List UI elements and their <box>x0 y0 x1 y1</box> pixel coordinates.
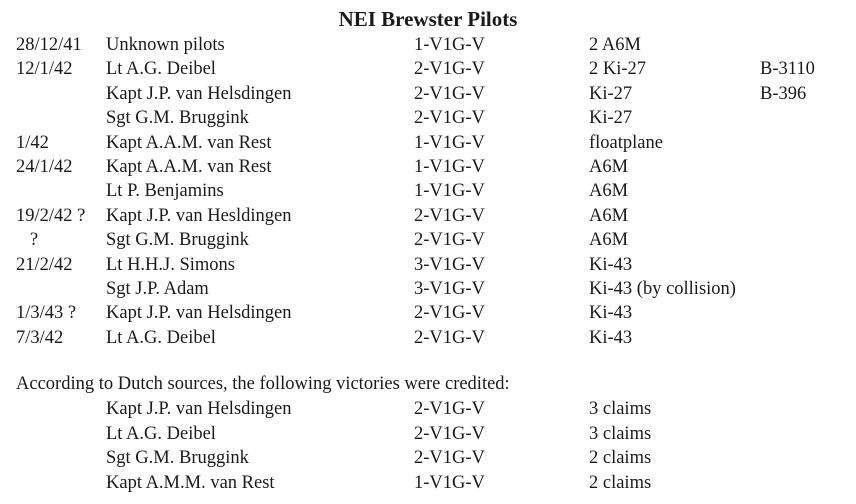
date-cell: 21/2/42 <box>16 254 73 275</box>
unit-cell: 1-V1G-V <box>414 472 485 493</box>
credited-table <box>0 397 856 495</box>
table-row <box>0 57 856 81</box>
unit-cell: 1-V1G-V <box>414 181 485 202</box>
pilot-cell: Kapt A.A.M. van Rest <box>106 156 272 177</box>
credit-note: According to Dutch sources, the following victories were credited: <box>16 374 510 394</box>
table-row <box>0 179 856 203</box>
pilot-cell: Lt A.G. Deibel <box>106 59 216 80</box>
unit-cell: 1-V1G-V <box>414 156 485 177</box>
date-cell: 24/1/42 <box>16 156 73 177</box>
date-cell: ? <box>16 230 39 251</box>
date-cell: 19/2/42 ? <box>16 205 86 226</box>
unit-cell: 2-V1G-V <box>414 83 485 104</box>
claim-cell: A6M <box>589 156 629 177</box>
unit-cell: 2-V1G-V <box>414 448 485 468</box>
date-cell: 12/1/42 <box>16 59 73 80</box>
pilot-cell: Sgt G.M. Bruggink <box>106 448 249 468</box>
pilot-cell: Lt A.G. Deibel <box>106 423 216 444</box>
table-row <box>0 82 856 106</box>
claim-cell: A6M <box>589 205 629 226</box>
pilot-cell: Kapt A.A.M. van Rest <box>106 132 272 153</box>
table-row <box>0 326 856 350</box>
pilot-cell: Kapt J.P. van Helsdingen <box>106 399 292 419</box>
table-row <box>0 106 856 130</box>
pilot-cell: Lt A.G. Deibel <box>106 327 216 348</box>
claim-cell: A6M <box>589 230 629 251</box>
unit-cell: 1-V1G-V <box>414 132 485 153</box>
unit-cell: 2-V1G-V <box>414 399 485 419</box>
claim-cell: Ki-43 (by collision) <box>589 278 736 299</box>
table-row <box>0 155 856 179</box>
claim-cell: A6M <box>589 181 629 202</box>
claim-cell: Ki-43 <box>589 254 633 275</box>
unit-cell: 1-V1G-V <box>414 35 485 55</box>
unit-cell: 2-V1G-V <box>414 327 485 348</box>
unit-cell: 2-V1G-V <box>414 59 485 80</box>
pilot-cell: Unknown pilots <box>106 35 225 55</box>
serial-cell: B-396 <box>760 83 807 104</box>
list-item <box>0 471 856 496</box>
table-row <box>0 301 856 325</box>
pilot-cell: Lt P. Benjamins <box>106 181 224 202</box>
claims-cell: 2 claims <box>589 472 652 493</box>
claims-cell: 3 claims <box>589 423 652 444</box>
table-row <box>0 277 856 301</box>
unit-cell: 2-V1G-V <box>414 423 485 444</box>
pilot-cell: Kapt J.P. van Helsdingen <box>106 83 292 104</box>
unit-cell: 3-V1G-V <box>414 278 485 299</box>
table-row <box>0 33 856 57</box>
claim-cell: Ki-27 <box>589 83 633 104</box>
table-row <box>0 131 856 155</box>
pilot-cell: Sgt G.M. Bruggink <box>106 230 249 251</box>
pilot-cell: Kapt J.P. van Helsdingen <box>106 303 292 324</box>
claim-cell: floatplane <box>589 132 663 153</box>
list-item <box>0 397 856 422</box>
date-cell: 1/3/43 ? <box>16 303 77 324</box>
serial-cell: B-3110 <box>760 59 815 80</box>
pilot-cell: Sgt J.P. Adam <box>106 278 209 299</box>
claim-cell: Ki-43 <box>589 303 633 324</box>
document-title: NEI Brewster Pilots <box>338 7 518 31</box>
date-cell: 1/42 <box>16 132 49 153</box>
pilot-cell: Kapt J.P. van Hesldingen <box>106 205 292 226</box>
table-row <box>0 253 856 277</box>
claim-cell: 2 Ki-27 <box>589 59 647 80</box>
claim-cell: 2 A6M <box>589 35 641 55</box>
claims-cell: 2 claims <box>589 448 652 468</box>
list-item <box>0 422 856 447</box>
pilot-cell: Sgt G.M. Bruggink <box>106 108 249 129</box>
table-row <box>0 228 856 252</box>
pilot-cell: Kapt A.M.M. van Rest <box>106 472 275 493</box>
unit-cell: 2-V1G-V <box>414 230 485 251</box>
pilot-cell: Lt H.H.J. Simons <box>106 254 236 275</box>
list-item <box>0 446 856 471</box>
table-row <box>0 204 856 228</box>
date-cell: 7/3/42 <box>16 327 64 348</box>
unit-cell: 2-V1G-V <box>414 205 485 226</box>
claim-cell: Ki-27 <box>589 108 633 129</box>
unit-cell: 2-V1G-V <box>414 108 485 129</box>
date-cell: 28/12/41 <box>16 35 82 55</box>
unit-cell: 3-V1G-V <box>414 254 485 275</box>
claim-cell: Ki-43 <box>589 327 633 348</box>
claims-cell: 3 claims <box>589 399 652 419</box>
victories-table <box>0 33 856 350</box>
unit-cell: 2-V1G-V <box>414 303 485 324</box>
